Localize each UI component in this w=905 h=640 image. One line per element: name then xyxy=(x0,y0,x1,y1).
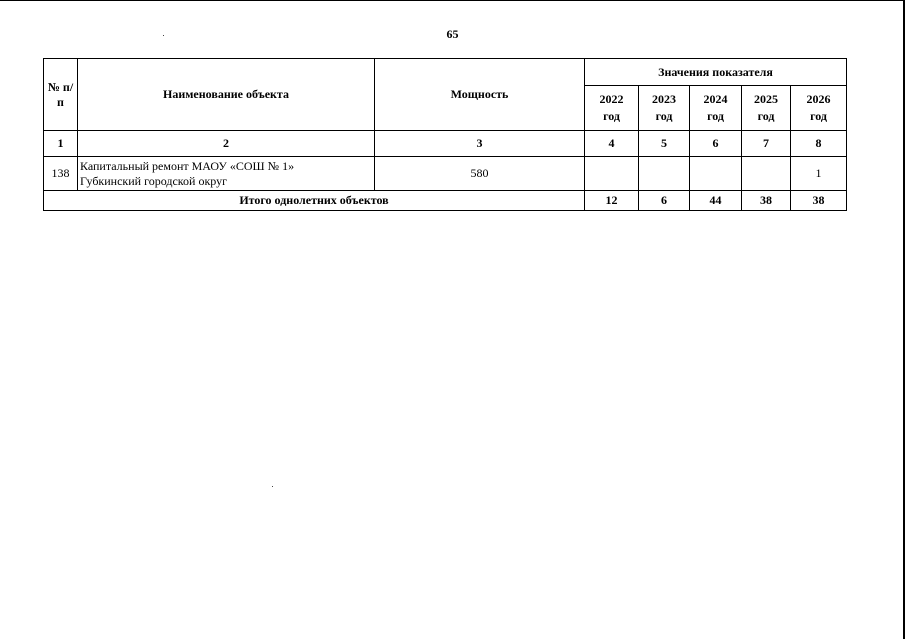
object-name-line: Губкинский городской округ xyxy=(80,173,228,188)
year-value: 1 xyxy=(791,157,847,191)
year-label: 2024 xyxy=(703,92,728,106)
object-name-line: Капитальный ремонт МАОУ «СОШ № 1» xyxy=(80,158,295,173)
year-unit: год xyxy=(707,109,724,123)
column-header-year xyxy=(791,86,847,131)
column-header-num: № п/п xyxy=(44,59,78,131)
total-value: 38 xyxy=(791,191,847,211)
year-unit: год xyxy=(757,109,775,123)
year-label: 2025 xyxy=(754,92,778,106)
year-value xyxy=(585,157,639,191)
total-value: 38 xyxy=(742,191,791,211)
object-name xyxy=(78,157,375,191)
total-value: 44 xyxy=(690,191,742,211)
row-number: 138 xyxy=(44,157,78,191)
year-value xyxy=(742,157,791,191)
column-header-capacity: Мощность xyxy=(375,59,585,131)
year-unit: год xyxy=(810,109,827,123)
total-row xyxy=(44,191,847,211)
year-unit: год xyxy=(655,109,673,123)
object-capacity: 580 xyxy=(375,157,585,191)
column-header-year xyxy=(585,86,639,131)
column-number: 3 xyxy=(375,131,585,157)
total-value: 6 xyxy=(639,191,690,211)
year-unit: год xyxy=(603,109,620,123)
table-row xyxy=(44,157,847,191)
header-row xyxy=(44,59,847,86)
column-number: 6 xyxy=(690,131,742,157)
scan-speck xyxy=(272,486,273,487)
year-value xyxy=(639,157,690,191)
column-header-name: Наименование объекта xyxy=(78,59,375,131)
year-label: 2022 xyxy=(599,92,624,106)
indicator-table xyxy=(43,58,847,211)
scan-speck xyxy=(163,35,164,36)
column-number: 4 xyxy=(585,131,639,157)
year-label: 2026 xyxy=(806,92,831,106)
column-number: 1 xyxy=(44,131,78,157)
total-value: 12 xyxy=(585,191,639,211)
column-number: 2 xyxy=(78,131,375,157)
year-value xyxy=(690,157,742,191)
column-header-year xyxy=(639,86,690,131)
year-label: 2023 xyxy=(652,92,676,106)
column-number: 8 xyxy=(791,131,847,157)
column-group-values: Значения показателя xyxy=(585,59,847,86)
total-label: Итого однолетних объектов xyxy=(44,191,585,211)
column-number: 7 xyxy=(742,131,791,157)
column-header-year xyxy=(742,86,791,131)
column-number: 5 xyxy=(639,131,690,157)
column-number-row xyxy=(44,131,847,157)
page-number: 65 xyxy=(446,27,459,41)
column-header-year xyxy=(690,86,742,131)
